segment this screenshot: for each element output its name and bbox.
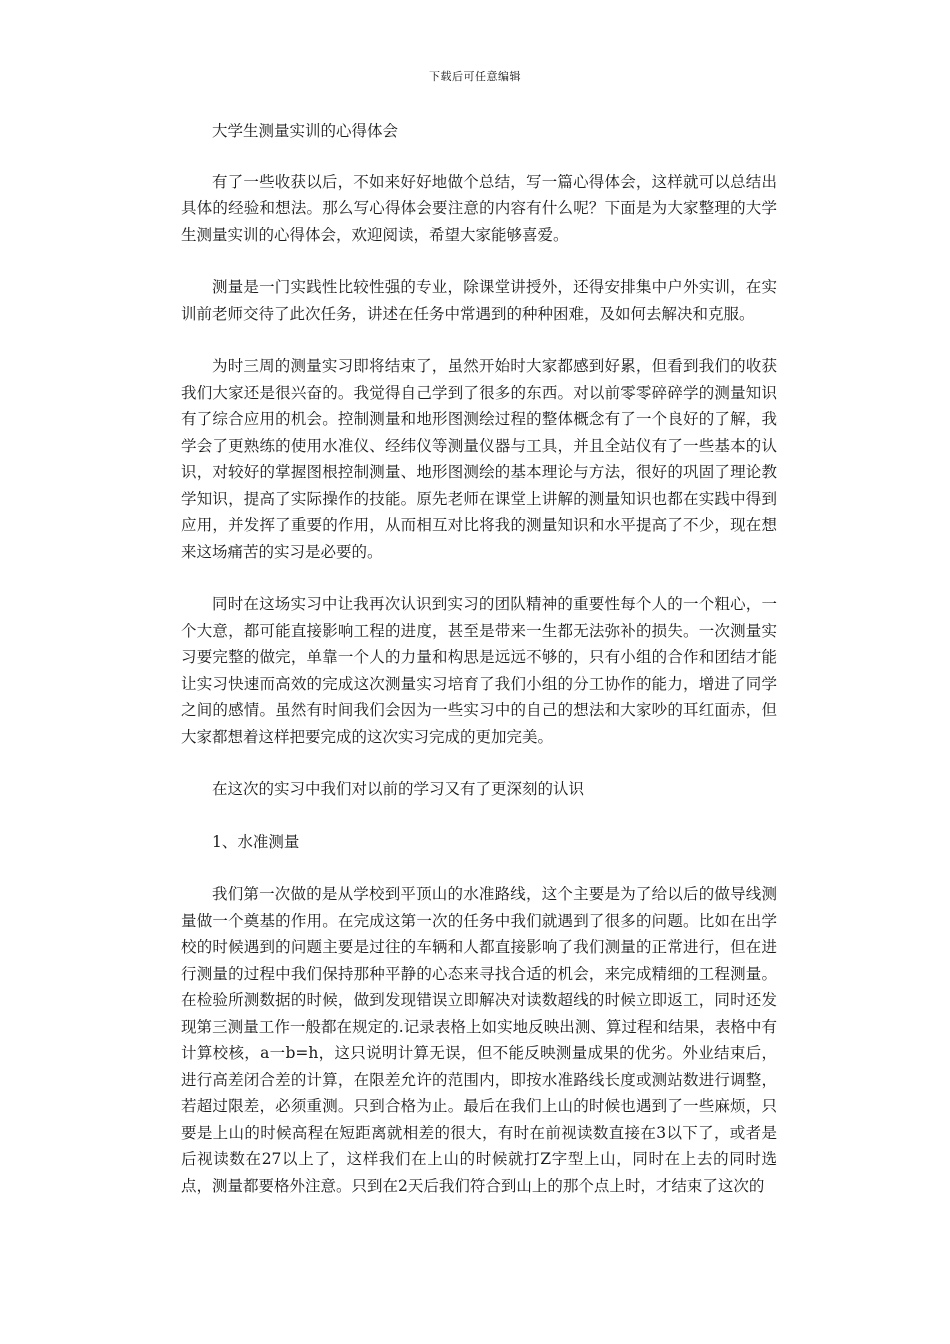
paragraph-reflection: 为时三周的测量实习即将结束了，虽然开始时大家都感到好累，但看到我们的收获我们大家还是很兴奋的。我觉得自己学到了很多的东西。对以前零零碎碎学的测量知识有了综合应用的机会。控制测量和地形图测绘过程的整体概念有了一个良好的了解，我学会了更熟练的使用水准仪、经纬仪等测量仪器与工具，并且全站仪有了一些基本的认识，对较好的掌握图根控制测量、地形图测绘的基本理论与方法，很好的巩固了理论教学知识，提高了实际操作的技能。原先老师在课堂上讲解的测量知识也都在实践中得到应用，并发挥了重要的作用，从而相互对比将我的测量知识和水平提高了不少，现在想来这场痛苦的实习是必要的。	[181, 357, 777, 561]
paragraph-overview: 测量是一门实践性比较性强的专业，除课堂讲授外，还得安排集中户外实训，在实训前老师交待了此次任务，讲述在任务中常遇到的种种困难，及如何去解决和克服。	[181, 278, 777, 323]
section-heading-leveling: 1、水准测量	[212, 832, 300, 851]
paragraph-leveling: 我们第一次做的是从学校到平顶山的水准路线，这个主要是为了给以后的做导线测量做一个奠基的作用。在完成这第一次的任务中我们就遇到了很多的问题。比如在出学校的时候遇到的问题主要是过往的车辆和人都直接影响了我们测量的正常进行，但在进行测量的过程中我们保持那种平静的心态来寻找合适的机会，来完成精细的工程测量。在检验所测数据的时候，做到发现错误立即解决对读数超线的时候立即返工，同时还发现第三测量工作一般都在规定的.记录表格上如实地反映出测、算过程和结果，表格中有计算校核，a一b=h，这只说明计算无误，但不能反映测量成果的优劣。外业结束后，进行高差闭合差的计算，在限差允许的范围内，即按水准路线长度或测站数进行调整，若超过限差，必须重测。只到合格为止。最后在我们上山的时候也遇到了一些麻烦，只要是上山的时候高程在短距离就相差的很大，有时在前视读数直接在3以下了，或者是后视读数在27以上了，这样我们在上山的时候就打Z字型上山，同时在上去的同时选点，测量都要格外注意。只到在2天后我们符合到山上的那个点上时，才结束了这次的	[181, 885, 777, 1195]
document-body	[181, 118, 777, 1199]
page-header: 下载后可任意编辑	[429, 70, 521, 83]
paragraph-deeper-understanding: 在这次的实习中我们对以前的学习又有了更深刻的认识	[212, 780, 585, 798]
paragraph-intro: 有了一些收获以后，不如来好好地做个总结，写一篇心得体会，这样就可以总结出具体的经验和想法。那么写心得体会要注意的内容有什么呢？下面是为大家整理的大学生测量实训的心得体会，欢迎阅读，希望大家能够喜爱。	[181, 172, 777, 244]
paragraph-teamwork: 同时在这场实习中让我再次认识到实习的团队精神的重要性每个人的一个粗心，一个大意，都可能直接影响工程的进度，甚至是带来一生都无法弥补的损失。一次测量实习要完整的做完，单靠一个人的力量和构思是远远不够的，只有小组的合作和团结才能让实习快速而高效的完成这次测量实习培育了我们小组的分工协作的能力，增进了同学之间的感情。虽然有时间我们会因为一些实习中的自己的想法和大家吵的耳红面赤，但大家都想着这样把要完成的这次实习完成的更加完美。	[181, 595, 777, 746]
document-title: 大学生测量实训的心得体会	[212, 122, 399, 140]
